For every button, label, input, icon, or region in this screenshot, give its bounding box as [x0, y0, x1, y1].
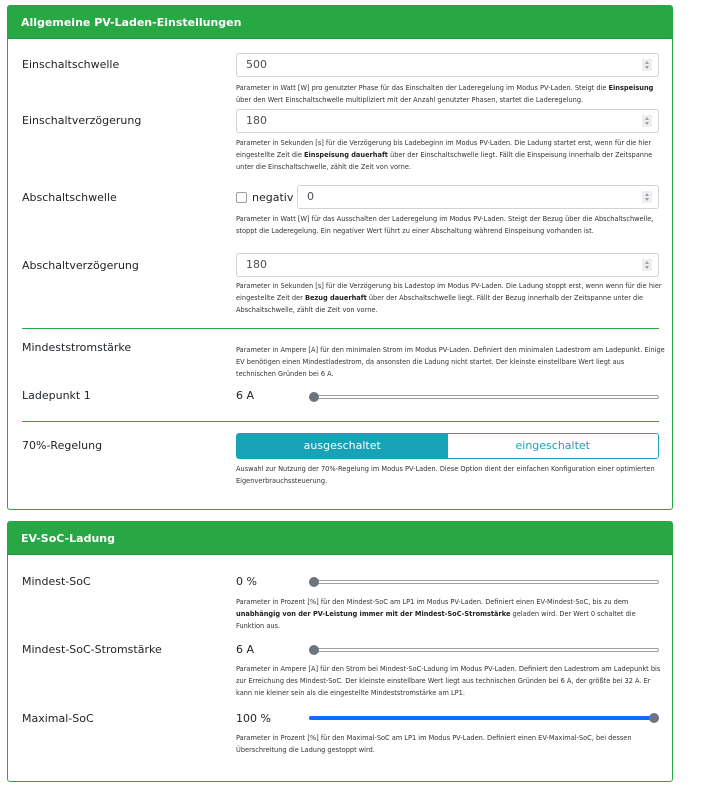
negativ-label: negativ	[252, 191, 294, 204]
mindest-soc-value: 0 %	[236, 575, 257, 588]
mindest-soc-strom-value: 6 A	[236, 643, 255, 656]
mindest-soc-strom-slider[interactable]	[309, 644, 659, 656]
mindest-soc-slider[interactable]	[309, 576, 659, 588]
slider-track	[309, 580, 659, 584]
abschaltverzoegerung-input[interactable]	[236, 253, 659, 277]
slider-fill	[309, 716, 654, 720]
slider-thumb[interactable]	[309, 577, 319, 587]
spinner-icon[interactable]	[642, 259, 652, 271]
option-eingeschaltet[interactable]: eingeschaltet	[448, 434, 659, 458]
label-mindest-soc-stromstaerke: Mindest-SoC-Stromstärke	[22, 643, 162, 656]
card-title: Allgemeine PV-Laden-Einstellungen	[8, 6, 672, 39]
option-ausgeschaltet[interactable]: ausgeschaltet	[237, 434, 448, 458]
label-maximal-soc: Maximal-SoC	[22, 712, 94, 725]
help-mindest-soc: Parameter in Prozent [%] für den Mindest-SoC am LP1 im Modus PV-Laden. Definiert einen EV-Mindest-SoC, bis zu dem unabhängig von der PV-Leistung immer mit der Mindest-SoC-Stromstärke geladen wird. Der Wert 0 schaltet die Funktion aus.	[236, 598, 636, 631]
slider-thumb[interactable]	[309, 645, 319, 655]
maximal-soc-slider[interactable]	[309, 712, 659, 724]
spinner-icon[interactable]	[642, 115, 652, 127]
einschaltschwelle-value: 500	[246, 58, 267, 71]
slider-track	[309, 395, 659, 399]
label-70-regelung: 70%-Regelung	[22, 439, 103, 452]
card-pv-settings	[7, 5, 673, 510]
help-einschaltverzoegerung: Parameter in Sekunden [s] für die Verzögerung bis Ladebeginn im Modus PV-Laden. Die Ladung startet erst, wenn für die hier eingestellte Zeit die Einspeisung dauerhaft über der Einschaltschwelle liegt. Fällt die Einspeisung innerhalb der Zeitspanne unter die Einschaltschwelle, zählt die Zeit von vorne.	[236, 139, 653, 172]
help-einschaltschwelle: Parameter in Watt [W] pro genutzter Phase für das Einschalten der Laderegelung im Modus PV-Laden. Steigt die Einspeisung über den Wert Einschaltschwelle multipliziert mit der Anzahl genutzter Phasen, startet die Laderegelung.	[236, 84, 654, 105]
help-abschaltschwelle: Parameter in Watt [W] für das Ausschalten der Laderegelung im Modus PV-Laden. Steigt der Bezug über die Abschaltschwelle, stoppt die Laderegelung. Ein negativer Wert führt zu einer Abschaltung während Einspeisung vorhanden ist.	[236, 215, 654, 236]
label-mindeststromstaerke: Mindeststromstärke	[22, 341, 132, 354]
maximal-soc-value: 100 %	[236, 712, 271, 725]
abschaltschwelle-input[interactable]	[297, 185, 659, 209]
card-title: EV-SoC-Ladung	[8, 522, 672, 555]
ladepunkt-1-slider[interactable]	[309, 391, 659, 403]
label-abschaltschwelle: Abschaltschwelle	[22, 191, 117, 204]
spinner-icon[interactable]	[642, 59, 652, 71]
abschaltschwelle-value: 0	[307, 190, 314, 203]
help-maximal-soc: Parameter in Prozent [%] für den Maximal-SoC am LP1 im Modus PV-Laden. Definiert einen EV-Maximal-SoC, bei dessen Überschreitung die Ladung gestoppt wird.	[236, 734, 632, 755]
abschaltverzoegerung-value: 180	[246, 258, 267, 271]
negativ-checkbox[interactable]	[236, 191, 293, 204]
label-ladepunkt-1: Ladepunkt 1	[22, 389, 91, 402]
einschaltschwelle-input[interactable]	[236, 53, 659, 77]
help-abschaltverzoegerung: Parameter in Sekunden [s] für die Verzögerung bis Ladestop im Modus PV-Laden. Die Ladung stoppt erst, wenn wenn für die hier eingestellte Zeit der Bezug dauerhaft über der Abschaltschwelle liegt. Fällt der Bezug innerhalb der Zeitspanne unter die Abschaltschwelle, zählt die Zeit von vorne.	[236, 282, 662, 315]
ladepunkt-1-value: 6 A	[236, 389, 255, 402]
einschaltverzoegerung-value: 180	[246, 114, 267, 127]
card-ev-soc	[7, 521, 673, 782]
slider-track	[309, 648, 659, 652]
label-einschaltverzoegerung: Einschaltverzögerung	[22, 114, 142, 127]
help-70-regelung: Auswahl zur Nutzung der 70%-Regelung im Modus PV-Laden. Diese Option dient der einfachen Konfiguration einer optimierten Eigenverbrauchssteuerung.	[236, 465, 655, 486]
70-regelung-toggle[interactable]	[236, 433, 659, 459]
help-mindest-soc-stromstaerke: Parameter in Ampere [A] für den Strom bei Mindest-SoC-Ladung im Modus PV-Laden. Definiert den Ladestrom am Ladepunkt bis zur Erreichung des Mindest-SoC. Der kleinste einstellbare Wert liegt aus technischen Gründen bei 6 A, der größte bei 32 A. Er kann nie kleiner sein als die eingestellte Mindeststromstärke am LP1.	[236, 665, 661, 698]
divider	[22, 421, 659, 422]
spinner-icon[interactable]	[642, 191, 652, 203]
einschaltverzoegerung-input[interactable]	[236, 109, 659, 133]
label-abschaltverzoegerung: Abschaltverzögerung	[22, 259, 139, 272]
slider-thumb[interactable]	[649, 713, 659, 723]
label-einschaltschwelle: Einschaltschwelle	[22, 58, 120, 71]
help-mindeststromstaerke: Parameter in Ampere [A] für den minimalen Strom im Modus PV-Laden. Definiert den minimalen Ladestrom am Ladepunkt. Einige EV benötigen einen Mindestladestrom, da ansonsten die Ladung nicht startet. Der kleinste einstellbare Wert liegt aus technischen Gründen bei 6 A.	[236, 346, 665, 379]
slider-thumb[interactable]	[309, 392, 319, 402]
divider	[22, 328, 659, 329]
checkbox-icon[interactable]	[236, 192, 247, 203]
label-mindest-soc: Mindest-SoC	[22, 575, 91, 588]
